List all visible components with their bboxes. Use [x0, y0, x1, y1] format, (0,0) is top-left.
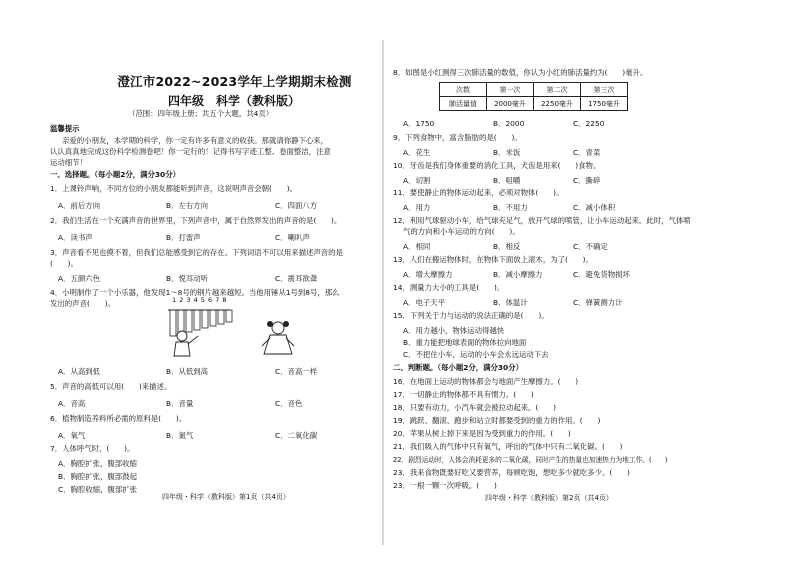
question-4-line-2: 发出的声音( )。 [50, 299, 115, 308]
q12-option-b[interactable]: B．相反 [493, 242, 521, 251]
page-1 [50, 64, 375, 547]
grade-subject: 四年级 科学（教科版） [168, 94, 301, 108]
question-12-line-2: 气的方向和小车运动的方向( )。 [403, 227, 520, 236]
q3-option-a[interactable]: A．五颜六色 [58, 274, 101, 283]
exam-scope: （范围：四年级上册；共五个大题，共4页） [128, 109, 274, 118]
q15-option-b[interactable]: B．重力能把地球表面的物体拉向地面 [403, 338, 527, 347]
question-3-line-1: 3．声音看不见也摸不着，但我们总能感受到它的存在。下列词语不可以用来描述声音的是 [50, 248, 343, 257]
q13-option-a[interactable]: A．增大摩擦力 [403, 270, 453, 279]
q14-option-b[interactable]: B．体温计 [493, 298, 528, 307]
q2-option-c[interactable]: C．喇叭声 [275, 233, 310, 242]
q6-option-a[interactable]: A．氧气 [58, 431, 86, 440]
question-13: 13．人们在搬运物体时，在物体下面放上滚木，为了( )。 [393, 255, 593, 264]
q4-option-c[interactable]: C．音高一样 [275, 367, 318, 376]
question-8: 8．如图是小红测得三次肺活量的数值，你认为小红的肺活量约为( )毫升。 [393, 68, 648, 77]
q12-option-a[interactable]: A．相同 [403, 242, 431, 251]
q5-option-b[interactable]: B．音量 [166, 399, 194, 408]
q8-option-c[interactable]: C．2250 [573, 119, 605, 128]
q2-option-b[interactable]: B．打雷声 [166, 233, 201, 242]
table-cell: 2000毫升 [487, 97, 534, 111]
q10-option-a[interactable]: A．切割 [403, 176, 431, 185]
tips-line-3: 运动细节！ [50, 158, 87, 167]
page-2 [393, 66, 753, 547]
question-15: 15．下列关于力与运动的说法正确的是( )。 [393, 311, 549, 320]
table-cell: 肺活量值 [440, 97, 487, 111]
question-11: 11．要使静止的物体运动起来，必须对物体( )。 [393, 188, 564, 197]
table-cell: 2250毫升 [534, 97, 581, 111]
q8-option-a[interactable]: A．1750 [403, 119, 435, 128]
question-4-line-1: 4．小明制作了一个小乐器，他发现1～8号的钢片越来越短。当他用锤从1号到8号，那么 [50, 288, 340, 297]
question-16: 16．在地面上运动的物体都会与地面产生摩擦力。( ) [393, 377, 579, 386]
q1-option-c[interactable]: C．四面八方 [275, 201, 318, 210]
q9-option-b[interactable]: B．米饭 [493, 148, 521, 157]
q3-option-b[interactable]: B．悦耳动听 [166, 274, 209, 283]
q8-option-b[interactable]: B．2000 [493, 119, 525, 128]
xylophone-drawing [160, 296, 310, 358]
section-choice: 一、选择题。（每小题2分，满分30分） [50, 170, 180, 179]
page-fold [382, 40, 384, 545]
q10-option-b[interactable]: B．咀嚼 [493, 176, 521, 185]
question-17: 17．一切静止的物体都不具有惯力。( ) [393, 390, 534, 399]
q11-option-c[interactable]: C．减小体积 [573, 203, 616, 212]
q4-option-b[interactable]: B．从低到高 [166, 367, 209, 376]
q15-option-c[interactable]: C．不把住小车，运动的小车会永远运动下去 [403, 350, 549, 359]
question-1: 1．上课铃声响，不同方位的小朋友都能听到声音，这说明声音会朝( )。 [50, 184, 297, 193]
question-2: 2．我们生活在一个充满声音的世界里，下列声音中，属于自然界发出的声音的是( )。 [50, 216, 342, 225]
question-9: 9．下列食物中，富含脂肪的是( )。 [393, 133, 522, 142]
question-20: 20．苹果从树上掉下来是因为受到重力的作用。( ) [393, 429, 571, 438]
tips-line-1: 亲爱的小朋友，本学期的科学，你一定有许多有意义的收获。那就请你静下心来， [62, 136, 329, 145]
table-header-cell: 第二次 [534, 83, 581, 97]
q7-option-a[interactable]: A．胸腔扩张，腹部收缩 [58, 459, 137, 468]
q9-option-a[interactable]: A．花生 [403, 148, 431, 157]
q5-option-a[interactable]: A．音高 [58, 399, 86, 408]
q4-option-a[interactable]: A．从高到低 [58, 367, 101, 376]
table-header-cell: 第一次 [487, 83, 534, 97]
question-21: 21．我们吸入的气体中只有氧气，呼出的气体中只有二氧化碳。( ) [393, 442, 623, 451]
q12-option-c[interactable]: C．不确定 [573, 242, 608, 251]
q13-option-c[interactable]: C．避免货物损坏 [573, 270, 630, 279]
q6-option-c[interactable]: C．二氧化碳 [275, 431, 318, 440]
q2-option-a[interactable]: A．读书声 [58, 233, 93, 242]
q13-option-b[interactable]: B．减小摩擦力 [493, 270, 543, 279]
q10-option-c[interactable]: C．撕碎 [573, 176, 601, 185]
section-judge: 二、判断题。（每小题2分，满分30分） [393, 363, 523, 372]
tips-line-2: 认认真真地完成这份科学检测卷吧！你一定行的！记得书写字迹工整、卷面整洁，注意 [50, 147, 331, 156]
page-1-footer: 四年级・科学（教科版）第1页（共4页） [162, 493, 290, 501]
question-19: 19．跳跃、翻滚、跑步和站立时都要受到的重力的作用。( ) [393, 416, 601, 425]
q7-option-b[interactable]: B．胸腔扩张，腹部鼓起 [58, 472, 137, 481]
table-header-cell: 第三次 [581, 83, 628, 97]
question-6: 6．植物制造养料所必需的原料是( )。 [50, 414, 187, 423]
xylophone-illustration [160, 296, 310, 358]
exam-title: 澄江市2022~2023学年上学期期末检测 [117, 74, 352, 89]
question-5: 5．声音的高低可以用( )来描述。 [50, 382, 172, 391]
question-22: 22．剧烈运动时，人体会消耗更多的二氧化碳，同时产生的热量也加速热力为地工作。( ) [393, 456, 668, 464]
question-18: 18．只要有动力，小汽车就会被拉动起来。( ) [393, 403, 556, 412]
question-12-line-1: 12．利用气球驱动小车，给气球充足气，放开气球的喷管，让小车运动起来。此时，气体喷 [393, 216, 691, 225]
q3-option-c[interactable]: C．震耳欲聋 [275, 274, 318, 283]
q6-option-b[interactable]: B．氮气 [166, 431, 194, 440]
question-23b: 23．一根一颗一次呼吸。( ) [393, 481, 497, 490]
q5-option-c[interactable]: C．音色 [275, 399, 303, 408]
q1-option-b[interactable]: B．左右方向 [166, 201, 209, 210]
page-2-footer: 四年级・科学（教科版）第2页（共4页） [485, 494, 613, 502]
question-23: 23．我来食物既要好吃又要营养，每顿吃饱，想吃多少就吃多少。( ) [393, 468, 630, 477]
q15-option-a[interactable]: A．用力越小，物体运动得越快 [403, 326, 505, 335]
q11-option-b[interactable]: B．不用力 [493, 203, 528, 212]
q1-option-a[interactable]: A．前后方向 [58, 201, 101, 210]
tips-label: 温馨提示 [50, 124, 80, 133]
bar-numbers: 1 2 3 4 5 6 7 8 [172, 296, 228, 304]
question-10: 10．牙齿是我们身体重要的消化工具，犬齿是用来( )食物。 [393, 161, 601, 170]
question-7: 7．人体呼气时，( )。 [50, 444, 135, 453]
q7-option-c[interactable]: C．胸腔收缩，腹部扩张 [58, 485, 138, 494]
question-3-line-2: ( )。 [50, 259, 78, 268]
table-header-cell: 次数 [440, 83, 487, 97]
q14-option-c[interactable]: C．弹簧测力计 [573, 298, 623, 307]
table-cell: 1750毫升 [581, 97, 628, 111]
lung-capacity-table [439, 82, 628, 111]
q11-option-a[interactable]: A．用力 [403, 203, 431, 212]
q14-option-a[interactable]: A．电子天平 [403, 298, 446, 307]
q9-option-c[interactable]: C．青菜 [573, 148, 601, 157]
question-14: 14．测量力大小的工具是( )。 [393, 283, 505, 292]
